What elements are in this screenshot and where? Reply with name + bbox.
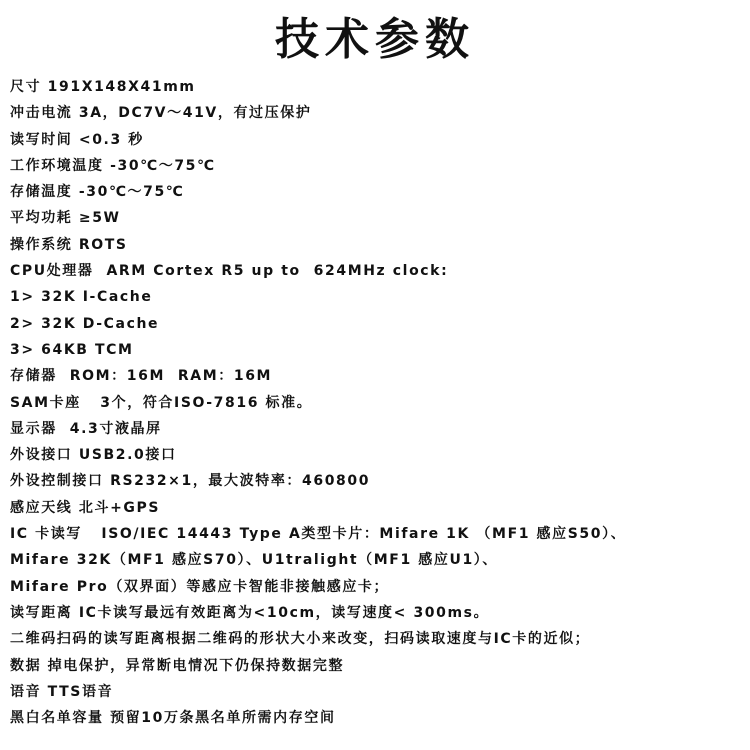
spec-peripheral-interface: 外设接口 USB2.0接口 xyxy=(10,447,177,464)
spec-cpu: CPU处理器 ARM Cortex R5 up to 624MHz clock: xyxy=(10,263,449,280)
spec-power-consumption: 平均功耗 ≥5W xyxy=(10,210,121,227)
spec-surge-current: 冲击电流 3A，DC7V～41V，有过压保护 xyxy=(10,105,312,122)
spec-size: 尺寸 191X148X41mm xyxy=(10,79,196,95)
spec-sam-slot: SAM卡座 3个，符合ISO-7816 标准。 xyxy=(10,394,313,411)
spec-cpu-tcm: 3> 64KB TCM xyxy=(10,341,134,358)
spec-read-distance: 读写距离 IC卡读写最远有效距离为<10cm，读写速度< 300ms。 xyxy=(10,604,490,621)
spec-cpu-icache: 1> 32K I-Cache xyxy=(10,289,153,306)
spec-voice: 语音 TTS语音 xyxy=(10,683,114,700)
spec-ic-card-rw: IC 卡读写 ISO/IEC 14443 Type A类型卡片：Mifare 1K （MF1 感应S50）、 xyxy=(10,526,627,543)
spec-operating-temperature: 工作环境温度 -30℃～75℃ xyxy=(10,157,216,174)
spec-qr-code: 二维码扫码的读写距离根据二维码的形状大小来改变，扫码读取速度与IC卡的近似； xyxy=(10,631,591,648)
spec-ic-card-rw-cont-1: Mifare 32K（MF1 感应S70）、U1tralight（MF1 感应U1）、 xyxy=(10,552,498,569)
spec-memory: 存储器 ROM：16M RAM：16M xyxy=(10,368,273,385)
spec-list xyxy=(10,74,745,731)
spec-ic-card-rw-cont-2: Mifare Pro（双界面）等感应卡智能非接触感应卡； xyxy=(10,578,390,595)
spec-blacklist: 黑白名单容量 预留10万条黑名单所需内存空间 xyxy=(10,710,336,727)
spec-control-interface: 外设控制接口 RS232×1，最大波特率：460800 xyxy=(10,473,371,490)
spec-display: 显示器 4.3寸液晶屏 xyxy=(10,420,162,437)
spec-cpu-dcache: 2> 32K D-Cache xyxy=(10,315,160,332)
spec-read-write-time: 读写时间 <0.3 秒 xyxy=(10,131,144,148)
page-title: 技术参数 xyxy=(275,14,475,65)
spec-storage-temperature: 存储温度 -30℃～75℃ xyxy=(10,184,185,201)
spec-antenna: 感应天线 北斗+GPS xyxy=(10,499,161,516)
spec-operating-system: 操作系统 ROTS xyxy=(10,236,128,253)
spec-data-protection: 数据 掉电保护，异常断电情况下仍保持数据完整 xyxy=(10,657,345,674)
